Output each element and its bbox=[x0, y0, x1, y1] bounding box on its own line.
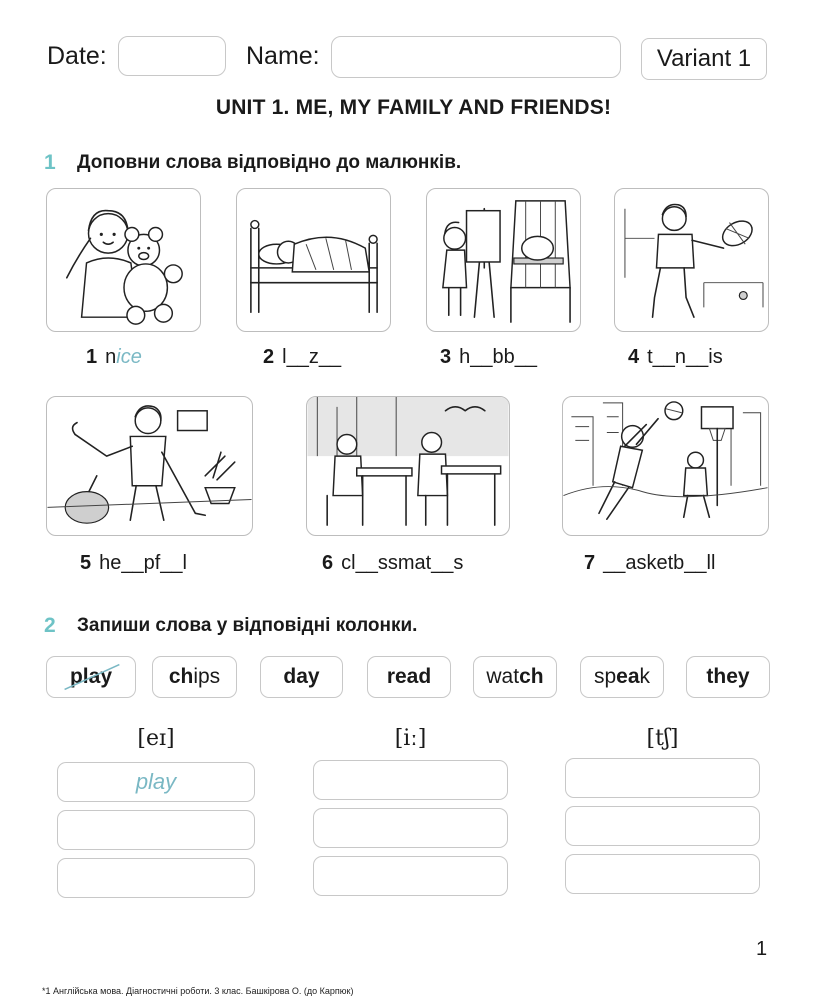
item-6-number: 6 bbox=[322, 552, 334, 574]
column-ii-header: [iː] bbox=[394, 726, 427, 751]
word-watch-plain: wat bbox=[486, 665, 520, 688]
item-4-number: 4 bbox=[628, 346, 640, 368]
item-2-number: 2 bbox=[263, 346, 275, 368]
word-they-bold: they bbox=[706, 665, 750, 688]
word-play-bold: play bbox=[69, 665, 113, 688]
item-2-word[interactable]: l__z__ bbox=[282, 346, 342, 368]
word-card-day[interactable] bbox=[260, 656, 343, 698]
item-2-caption bbox=[263, 346, 341, 369]
item-7-number: 7 bbox=[584, 552, 596, 574]
unit-title: UNIT 1. ME, MY FAMILY AND FRIENDS! bbox=[215, 96, 612, 119]
word-card-read[interactable] bbox=[367, 656, 451, 698]
picture-boy-vacuuming bbox=[46, 396, 253, 536]
word-chips-rest: ips bbox=[193, 665, 221, 688]
column-ii-slot-2[interactable] bbox=[313, 808, 508, 848]
word-card-they[interactable] bbox=[686, 656, 770, 698]
task-1-number: 1 bbox=[44, 151, 56, 174]
word-card-chips[interactable] bbox=[152, 656, 237, 698]
item-6-word[interactable]: cl__ssmat__s bbox=[341, 552, 464, 574]
item-7-caption bbox=[584, 552, 715, 575]
page-number: 1 bbox=[756, 938, 768, 960]
strike-through-mark bbox=[47, 657, 135, 697]
column-tsh-header: [tʃ] bbox=[646, 726, 679, 751]
word-card-watch[interactable] bbox=[473, 656, 557, 698]
item-4-caption bbox=[628, 346, 723, 369]
column-ii-slot-3[interactable] bbox=[313, 856, 508, 896]
variant-badge: Variant 1 bbox=[641, 38, 767, 80]
footer-note: *1 Англійська мова. Діагностичні роботи. 3 клас. Башкірова О. (до Карпюк) bbox=[42, 986, 354, 996]
task-1-instruction: Доповни слова відповідно до малюнків. bbox=[77, 152, 462, 173]
picture-basketball bbox=[562, 396, 769, 536]
picture-child-in-bed bbox=[236, 188, 391, 332]
item-1-given: n bbox=[105, 346, 117, 368]
word-day-bold: day bbox=[283, 665, 320, 688]
item-6-caption bbox=[322, 552, 463, 575]
name-label: Name: bbox=[246, 42, 320, 70]
column-ei-slot-2[interactable] bbox=[57, 810, 255, 850]
item-3-number: 3 bbox=[440, 346, 452, 368]
word-card-speak[interactable] bbox=[580, 656, 664, 698]
item-5-number: 5 bbox=[80, 552, 92, 574]
picture-classmates bbox=[306, 396, 510, 536]
column-ei-slot-1[interactable]: play bbox=[57, 762, 255, 802]
word-watch-bold: ch bbox=[519, 665, 544, 688]
item-7-word[interactable]: __asketb__ll bbox=[603, 552, 716, 574]
task-2-number: 2 bbox=[44, 614, 56, 637]
word-card-play[interactable] bbox=[46, 656, 136, 698]
word-speak-rest: k bbox=[639, 665, 651, 688]
item-3-word[interactable]: h__bb__ bbox=[459, 346, 537, 368]
column-tsh-slot-2[interactable] bbox=[565, 806, 760, 846]
word-chips-bold: ch bbox=[168, 665, 194, 688]
task-2-instruction: Запиши слова у відповідні колонки. bbox=[77, 615, 418, 636]
date-field[interactable] bbox=[118, 36, 226, 76]
item-4-word[interactable]: t__n__is bbox=[647, 346, 723, 368]
picture-girl-with-teddy bbox=[46, 188, 201, 332]
date-label: Date: bbox=[47, 42, 107, 70]
column-tsh-slot-3[interactable] bbox=[565, 854, 760, 894]
item-5-caption bbox=[80, 552, 187, 575]
column-ii-slot-1[interactable] bbox=[313, 760, 508, 800]
word-read-bold: read bbox=[386, 665, 432, 688]
column-tsh-slot-1[interactable] bbox=[565, 758, 760, 798]
item-3-caption bbox=[440, 346, 537, 369]
item-1-caption bbox=[86, 346, 142, 369]
column-ei-slot-3[interactable] bbox=[57, 858, 255, 898]
picture-boy-tennis bbox=[614, 188, 769, 332]
column-ei-header: [eɪ] bbox=[137, 726, 175, 751]
item-1-word[interactable] bbox=[105, 346, 142, 369]
word-speak-bold: ea bbox=[616, 665, 640, 688]
item-5-word[interactable]: he__pf__l bbox=[99, 552, 187, 574]
item-1-filled-letters: ice bbox=[116, 346, 142, 368]
picture-girl-painting bbox=[426, 188, 581, 332]
name-field[interactable] bbox=[331, 36, 621, 78]
word-speak-plain: sp bbox=[593, 665, 617, 688]
item-1-number: 1 bbox=[86, 346, 98, 368]
